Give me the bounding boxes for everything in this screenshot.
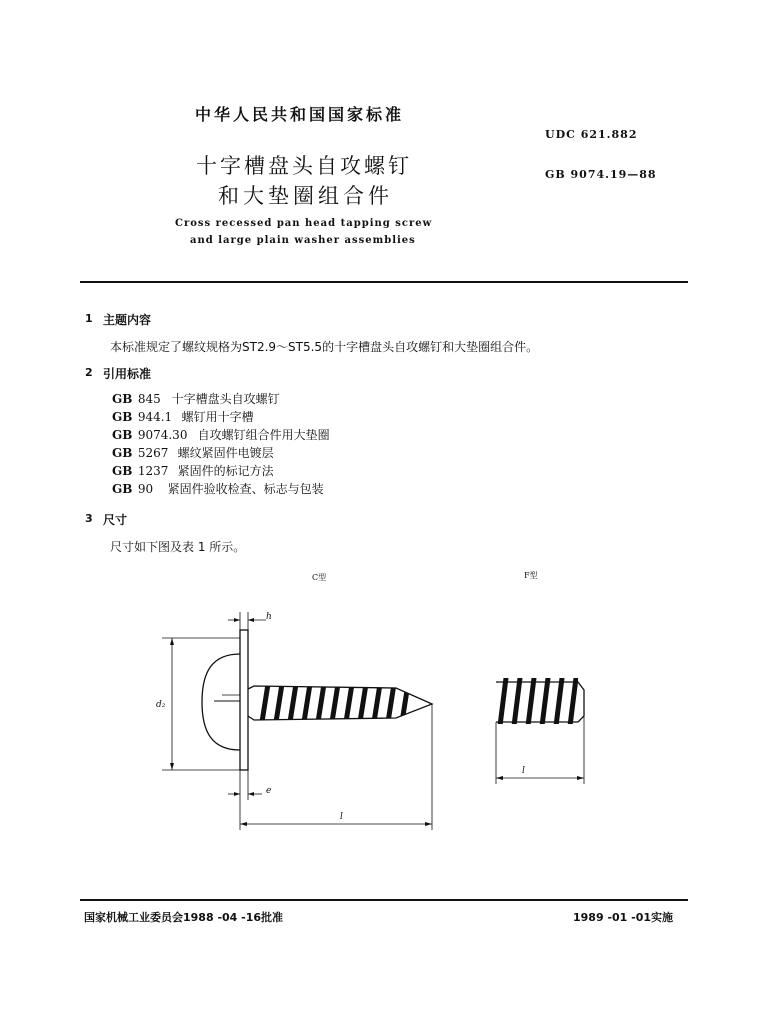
dim-d2-label: d₂ [156, 700, 166, 710]
pan-head-outline [202, 654, 240, 750]
standard-body-heading: 中华人民共和国国家标准 [195, 105, 405, 124]
reference-code: GB [112, 464, 133, 478]
reference-title: 自攻螺钉组合件用大垫圈 [197, 428, 330, 442]
dim-d2-lines [162, 638, 240, 770]
dimensions-paragraph: 尺寸如下图及表 1 所示。 [110, 540, 246, 554]
reference-code: GB [112, 428, 133, 442]
section-3-title: 尺寸 [103, 513, 128, 527]
section-3-number: 3 [85, 512, 93, 525]
reference-code: GB [112, 446, 133, 460]
reference-number: 1237 [137, 464, 169, 478]
dim-h-lines [228, 612, 266, 630]
reference-number: 845 [137, 392, 161, 406]
footer-divider [80, 899, 688, 901]
reference-title: 螺纹紧固件电镀层 [177, 446, 274, 460]
dim-l-f-lines [496, 716, 584, 784]
dim-e-label: e [266, 786, 272, 796]
dim-arrow [170, 763, 174, 770]
document-title-line-1: 十字槽盘头自攻螺钉 [196, 154, 412, 178]
washer-outline [240, 630, 248, 770]
reference-code: GB [112, 482, 133, 496]
dim-l-label: l [340, 812, 343, 822]
scope-paragraph: 本标准规定了螺纹规格为ST2.9～ST5.5的十字槽盘头自攻螺钉和大垫圈组合件。 [110, 340, 539, 354]
dim-arrow [577, 776, 584, 780]
dim-e-lines [228, 770, 262, 830]
reference-code: GB [112, 392, 133, 406]
english-title-line-2: and large plain washer assemblies [190, 235, 416, 246]
dim-arrow [234, 618, 240, 622]
reference-code: GB [112, 410, 133, 424]
reference-number: 90 [137, 482, 154, 496]
reference-title: 紧固件验收检查、标志与包装 [167, 482, 324, 496]
reference-title: 十字槽盘头自攻螺钉 [171, 392, 280, 406]
dim-arrow [496, 776, 503, 780]
english-title-line-1: Cross recessed pan head tapping screw [175, 218, 433, 229]
gb-standard-number: GB 9074.19—88 [545, 168, 657, 181]
document-title-line-2: 和大垫圈组合件 [218, 184, 393, 208]
type-f-thread-pattern [500, 678, 576, 726]
reference-title: 紧固件的标记方法 [177, 464, 274, 478]
dim-h-label: h [266, 612, 272, 622]
reference-title: 螺钉用十字槽 [181, 410, 254, 424]
section-2-number: 2 [85, 366, 93, 379]
reference-number: 944.1 [137, 410, 173, 424]
section-1-number: 1 [85, 312, 93, 325]
dim-l-lines [240, 704, 432, 830]
udc-number: UDC 621.882 [545, 128, 638, 141]
dim-l-f-label: l [522, 766, 525, 776]
dim-arrow [248, 792, 254, 796]
section-1-title: 主题内容 [103, 313, 152, 327]
dim-arrow [234, 792, 240, 796]
reference-number: 5267 [137, 446, 169, 460]
type-c-label: C型 [312, 573, 327, 582]
dim-arrow [240, 822, 247, 826]
reference-number: 9074.30 [137, 428, 188, 442]
dim-arrow [425, 822, 432, 826]
implementation-date: 1989 -01 -01实施 [573, 911, 674, 924]
thread-pattern [262, 684, 408, 722]
type-f-label: F型 [524, 571, 538, 580]
section-2-title: 引用标准 [103, 367, 152, 381]
approval-note: 国家机械工业委员会1988 -04 -16批准 [84, 911, 284, 924]
dim-arrow [248, 618, 254, 622]
dim-arrow [170, 638, 174, 645]
